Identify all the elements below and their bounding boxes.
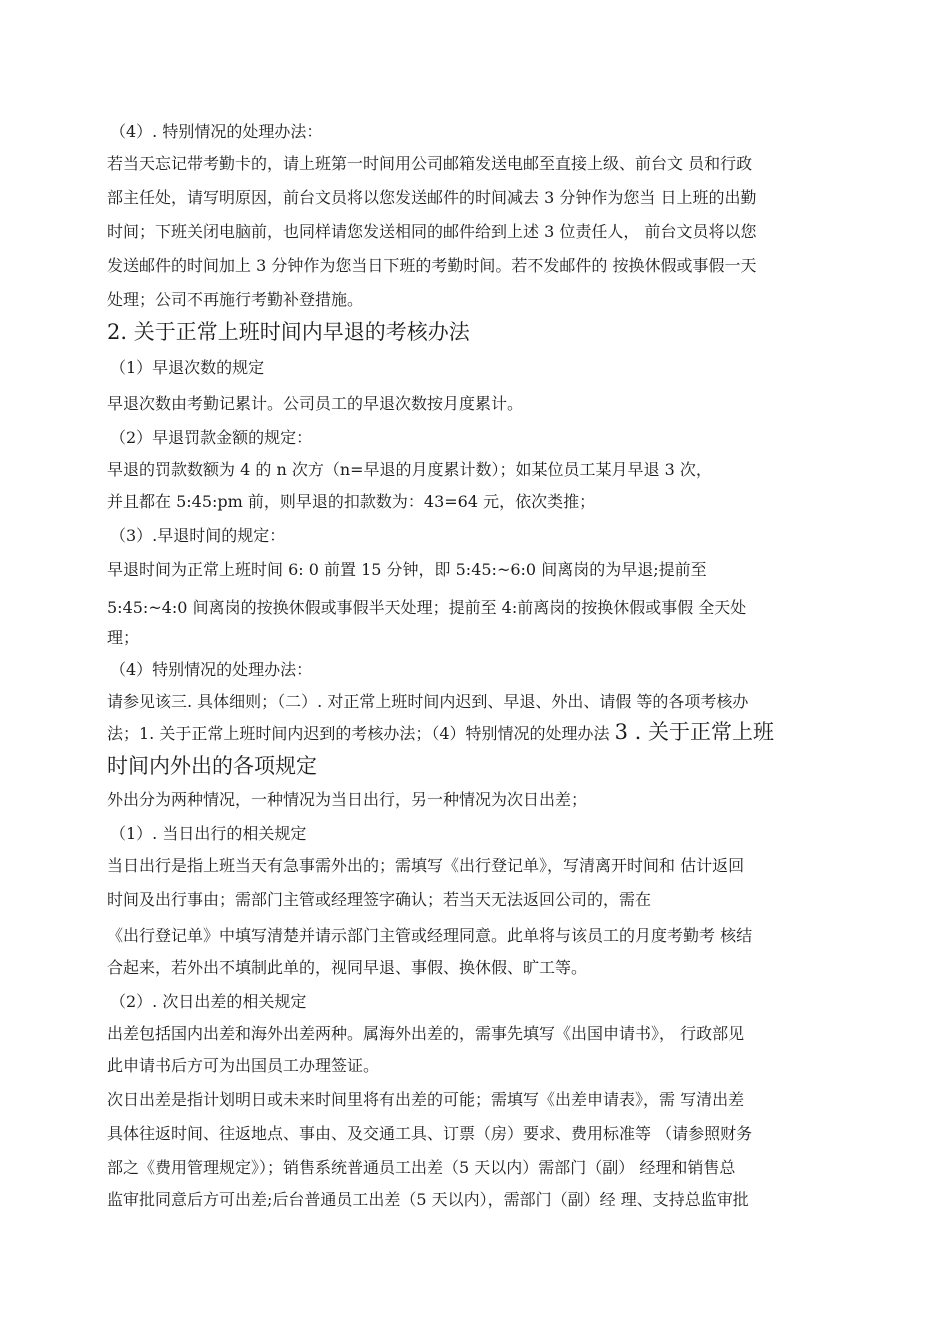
paragraph-text: 法；1. 关于正常上班时间内迟到的考核办法；（4）特别情况的处理办法	[107, 724, 610, 743]
paragraph-line: 监审批同意后方可出差;后台普通员工出差（5 天以内），需部门（副）经 理、支持总监审批	[107, 1190, 749, 1209]
paragraph-line: 当日出行是指上班当天有急事需外出的；需填写《出行登记单》，写清离开时间和 估计返回	[107, 856, 745, 875]
paragraph-line: 外出分为两种情况，一种情况为当日出行，另一种情况为次日出差；	[107, 790, 588, 809]
paragraph-line: 请参见该三. 具体细则；（二）. 对正常上班时间内迟到、早退、外出、请假 等的各项考核办	[107, 692, 749, 711]
paragraph-line: 理；	[107, 628, 140, 647]
paragraph-line: 此申请书后方可为出国员工办理签证。	[107, 1056, 380, 1075]
paragraph-line: 合起来，若外出不填制此单的，视同早退、事假、换休假、旷工等。	[107, 958, 588, 977]
paragraph-line: 出差包括国内出差和海外出差两种。属海外出差的，需事先填写《出国申请书》， 行政部见	[107, 1024, 745, 1043]
paragraph-line: 部主任处，请写明原因，前台文员将以您发送邮件的时间减去 3 分钟作为您当 日上班的出勤	[107, 188, 757, 207]
subheading: （2）. 次日出差的相关规定	[110, 992, 307, 1011]
paragraph-line: 次日出差是指计划明日或未来时间里将有出差的可能；需填写《出差申请表》，需 写清出差	[107, 1090, 745, 1109]
paragraph-line: 时间及出行事由；需部门主管或经理签字确认；若当天无法返回公司的，需在	[107, 890, 652, 909]
paragraph-line: 早退时间为正常上班时间 6: 0 前置 15 分钟，即 5:45:~6:0 间离岗的为早退;提前至	[107, 560, 707, 579]
subheading: （3）.早退时间的规定：	[110, 526, 286, 545]
subheading: （4）特别情况的处理办法：	[110, 660, 313, 679]
paragraph-line: 若当天忘记带考勤卡的，请上班第一时间用公司邮箱发送电邮至直接上级、前台文 员和行政	[107, 154, 753, 173]
paragraph-line: 部之《费用管理规定》）；销售系统普通员工出差（5 天以内）需部门（副） 经理和销售总	[107, 1158, 736, 1177]
subheading: （1）. 当日出行的相关规定	[110, 824, 307, 843]
subheading: （4）. 特别情况的处理办法：	[110, 122, 323, 141]
subheading: （2）早退罚款金额的规定：	[110, 428, 313, 447]
paragraph-line: 5:45:~4:0 间离岗的按换休假或事假半天处理；提前至 4:前离岗的按换休假或事假 全天处	[107, 598, 747, 617]
paragraph-line: 早退的罚款数额为 4 的 n 次方（n=早退的月度累计数）；如某位员工某月早退 3 次，	[107, 460, 712, 479]
paragraph-line: 《出行登记单》中填写清楚并请示部门主管或经理同意。此单将与该员工的月度考勤考 核结	[107, 926, 753, 945]
paragraph-line: 并且都在 5:45:pm 前，则早退的扣款数为：43=64 元，依次类推；	[107, 492, 596, 511]
paragraph-line	[107, 721, 846, 745]
paragraph-line: 早退次数由考勤记累计。公司员工的早退次数按月度累计。	[107, 394, 524, 413]
subheading: （1）早退次数的规定	[110, 358, 265, 377]
paragraph-line: 发送邮件的时间加上 3 分钟作为您当日下班的考勤时间。若不发邮件的 按换休假或事假一天	[107, 256, 757, 275]
paragraph-line: 处理；公司不再施行考勤补登措施。	[107, 290, 364, 309]
section-heading: 3 . 关于正常上班	[614, 721, 775, 744]
section-heading: 时间内外出的各项规定	[107, 754, 317, 778]
paragraph-line: 时间；下班关闭电脑前，也同样请您发送相同的邮件给到上述 3 位责任人， 前台文员将以您	[107, 222, 757, 241]
section-heading: 2. 关于正常上班时间内早退的考核办法	[107, 320, 470, 344]
paragraph-line: 具体往返时间、往返地点、事由、及交通工具、订票（房）要求、费用标准等 （请参照财务	[107, 1124, 753, 1143]
